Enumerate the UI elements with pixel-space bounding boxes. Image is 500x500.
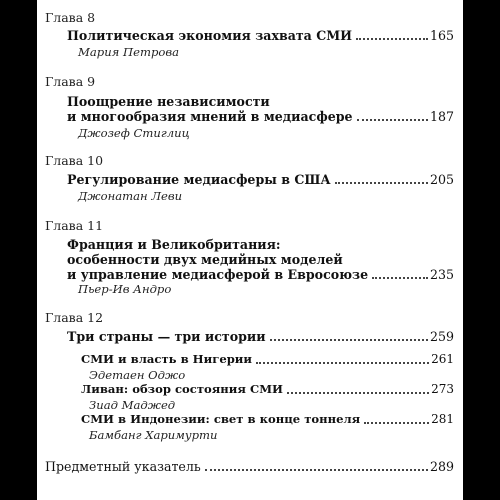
toc-subentry[interactable] <box>81 352 454 367</box>
entry-author: Эдетаен Оджо <box>89 368 186 382</box>
toc-entry[interactable] <box>67 28 454 43</box>
chapter-label: Глава 9 <box>45 74 96 89</box>
entry-title: Регулирование медиасферы в США <box>67 172 331 187</box>
leader-dots <box>357 118 428 121</box>
entry-title: СМИ в Индонезии: свет в конце тоннеля <box>81 412 361 426</box>
entry-title: Франция и Великобритания: особенности двух медийных моделей и управление медиасферой в Евросоюзе <box>67 237 369 282</box>
leader-dots <box>270 338 428 341</box>
page-number: 289 <box>429 459 454 474</box>
page-number: 259 <box>429 329 454 344</box>
entry-title: Поощрение независимости и многообразия мнений в медиасфере <box>67 94 353 124</box>
leader-dots <box>256 361 429 364</box>
page-number: 281 <box>431 412 454 426</box>
entry-author: Бамбанг Харимурти <box>89 428 218 442</box>
toc-page <box>37 0 463 500</box>
entry-author: Джонатан Леви <box>78 189 183 203</box>
entry-author: Пьер-Ив Андро <box>78 282 172 296</box>
entry-title: Три страны — три истории <box>67 329 266 344</box>
entry-title: Ливан: обзор состояния СМИ <box>81 382 283 396</box>
entry-title: Политическая экономия захвата СМИ <box>67 28 353 43</box>
toc-entry[interactable] <box>67 329 454 344</box>
leader-dots <box>287 391 429 394</box>
entry-author: Зиад Маджед <box>89 398 176 412</box>
chapter-label: Глава 10 <box>45 153 104 168</box>
index-entry[interactable] <box>45 459 454 474</box>
page-number: 235 <box>429 267 454 282</box>
chapter-label: Глава 12 <box>45 310 104 325</box>
toc-subentry[interactable] <box>81 382 454 397</box>
leader-dots <box>364 421 429 424</box>
page-number: 261 <box>431 352 454 366</box>
page-number: 205 <box>429 172 454 187</box>
index-title: Предметный указатель <box>45 459 201 474</box>
chapter-label: Глава 8 <box>45 10 96 25</box>
toc-entry[interactable] <box>67 94 454 124</box>
page-number: 187 <box>429 109 454 124</box>
toc-entry[interactable] <box>67 172 454 187</box>
page-number: 273 <box>431 382 454 396</box>
page-number: 165 <box>429 28 454 43</box>
toc-entry[interactable] <box>67 237 454 282</box>
entry-author: Мария Петрова <box>78 45 180 59</box>
leader-dots <box>205 468 428 471</box>
chapter-label: Глава 11 <box>45 218 104 233</box>
leader-dots <box>372 276 428 279</box>
entry-author: Джозеф Стиглиц <box>78 126 190 140</box>
toc-subentry[interactable] <box>81 412 454 427</box>
leader-dots <box>335 181 428 184</box>
leader-dots <box>356 37 428 40</box>
entry-title: СМИ и власть в Нигерии <box>81 352 253 366</box>
